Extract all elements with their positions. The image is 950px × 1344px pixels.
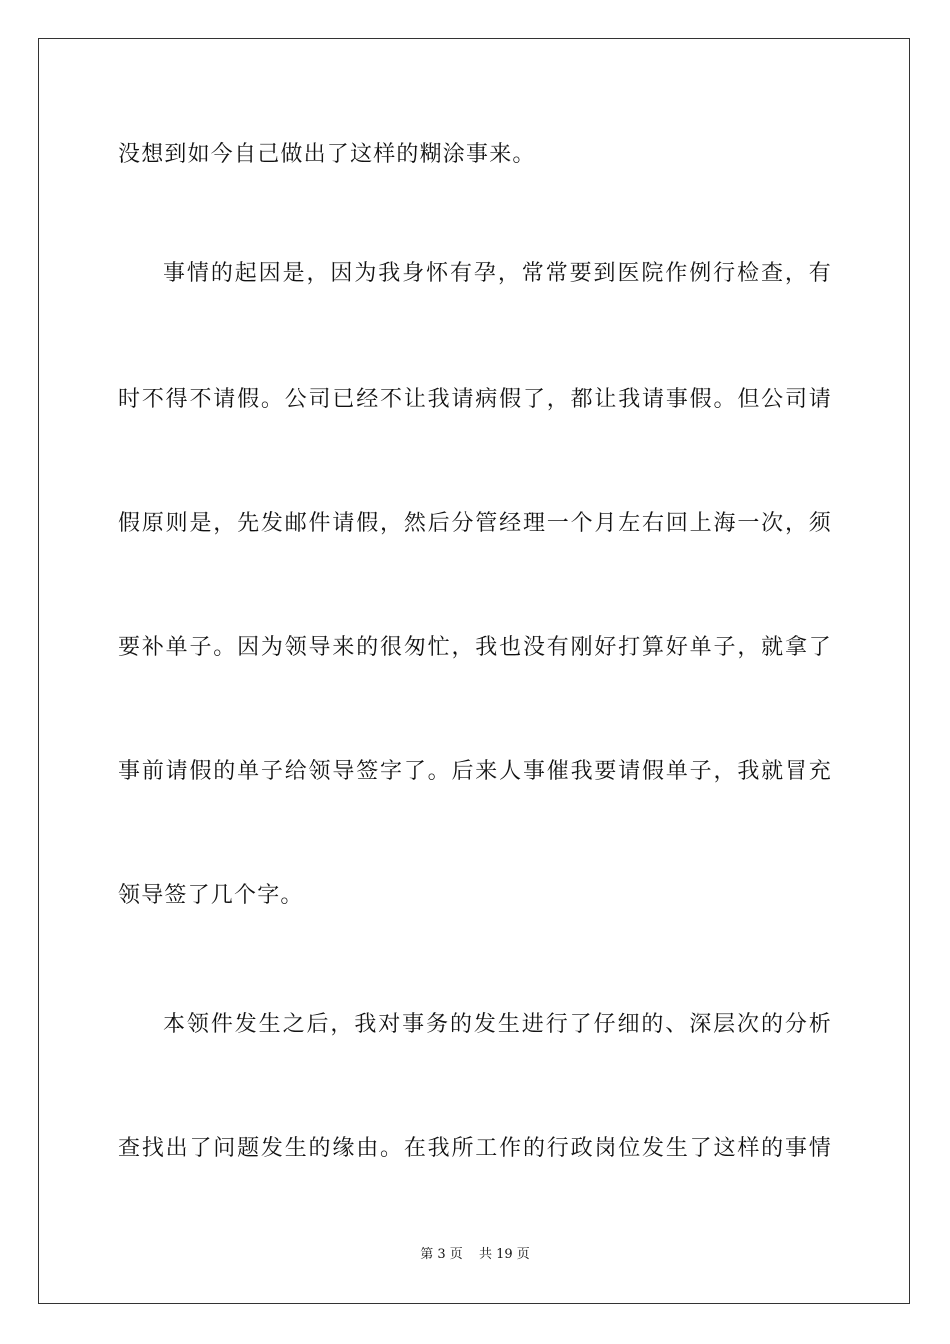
text-line-5: 要补单子。因为领导来的很匆忙，我也没有刚好打算好单子，就拿了 xyxy=(118,635,832,660)
text-line-6: 事前请假的单子给领导签字了。后来人事催我要请假单子，我就冒充 xyxy=(118,759,832,784)
page-total: 共 19 页 xyxy=(478,1247,530,1262)
text-line-9: 查找出了问题发生的缘由。在我所工作的行政岗位发生了这样的事情 xyxy=(118,1136,832,1161)
page-border xyxy=(38,38,910,1304)
text-line-7: 领导签了几个字。 xyxy=(118,883,304,908)
text-line-2: 事情的起因是，因为我身怀有孕，常常要到医院作例行检查，有 xyxy=(163,261,832,286)
text-line-4: 假原则是，先发邮件请假，然后分管经理一个月左右回上海一次，须 xyxy=(118,511,832,536)
text-line-3: 时不得不请假。公司已经不让我请病假了，都让我请事假。但公司请 xyxy=(118,387,832,412)
text-line-1: 没想到如今自己做出了这样的糊涂事来。 xyxy=(118,142,536,167)
page-number: 第 3 页 xyxy=(420,1247,463,1262)
page-footer xyxy=(0,1246,950,1264)
text-line-8: 本领件发生之后，我对事务的发生进行了仔细的、深层次的分析 xyxy=(163,1012,832,1037)
